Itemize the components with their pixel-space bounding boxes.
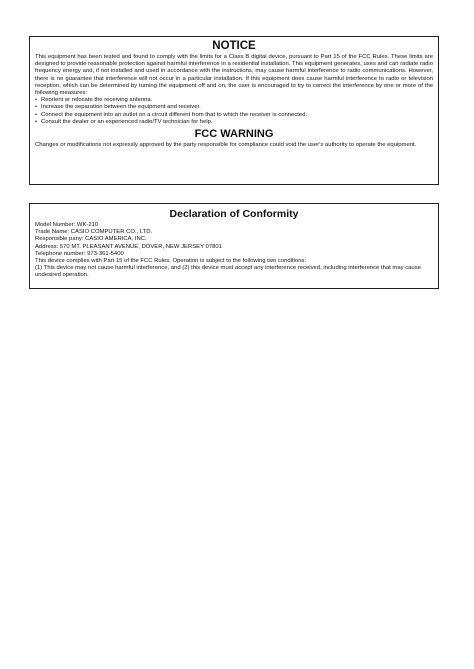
notice-paragraph: This equipment has been tested and found to comply with the limits for a Class B digital device, pursuant to Part 15 of the FCC Rules. These limits are designed to provide reasonable protection against harmful interference in a residential installation. This equipment generates, uses and can radiate radio frequency energy and, if not installed and used in accordance with the instructions, may cause harmful interference to radio communications. However, there is no guarantee that interference will not occur in a particular installation. If this equipment does cause harmful interference to radio or television reception, which can be determined by turning the equipment off and on, the user is encouraged to try to correct the interference by one or more of the following measures:: [35, 54, 433, 97]
telephone-line: Telephone number: 973-361-5400: [35, 250, 124, 257]
declaration-box: [29, 203, 439, 289]
bullet-icon: •: [35, 118, 38, 125]
trade-name-line: Trade Name: CASIO COMPUTER CO., LTD.: [35, 229, 153, 236]
fcc-warning-title: FCC WARNING: [194, 128, 274, 141]
list-item: [35, 104, 433, 111]
address-line: Address: 570 MT. PLEASANT AVENUE, DOVER, NEW JERSEY 07801: [35, 243, 222, 250]
measure-text: Consult the dealer or an experienced radio/TV technician for help.: [41, 118, 213, 125]
declaration-title: Declaration of Conformity: [169, 208, 299, 220]
conditions-line: (1) This device may not cause harmful interference, and (2) this device must accept any interference received, including interference that may cause undesired operation.: [35, 265, 421, 279]
fcc-warning-text: Changes or modifications not expressly approved by the party responsible for compliance could void the user's authority to operate the equipment.: [35, 142, 417, 149]
responsible-party-line: Responsible pany: CASIO AMERICA, INC.: [35, 236, 147, 243]
list-item: [35, 112, 433, 119]
list-item: [35, 97, 433, 104]
compliance-line: This device complies with Part 15 of the FCC Rules, Operation is subject to the following two conditions:: [35, 258, 307, 265]
bullet-icon: •: [35, 97, 38, 104]
measure-text: Reorient or relocate the receiving antenna.: [41, 97, 153, 104]
declaration-lines: [35, 222, 433, 280]
measure-text: Connect the equipment into an outlet on a circuit different from that to which the receiver is connected.: [41, 111, 308, 118]
measures-list: [35, 97, 433, 126]
list-item: [35, 119, 433, 126]
notice-title: NOTICE: [212, 40, 256, 52]
bullet-icon: •: [35, 104, 38, 111]
model-number-line: Model Number: WK-210: [35, 222, 99, 228]
measure-text: Increase the separation between the equipment and receiver.: [41, 104, 201, 111]
bullet-icon: •: [35, 111, 38, 118]
notice-box: [29, 36, 439, 185]
